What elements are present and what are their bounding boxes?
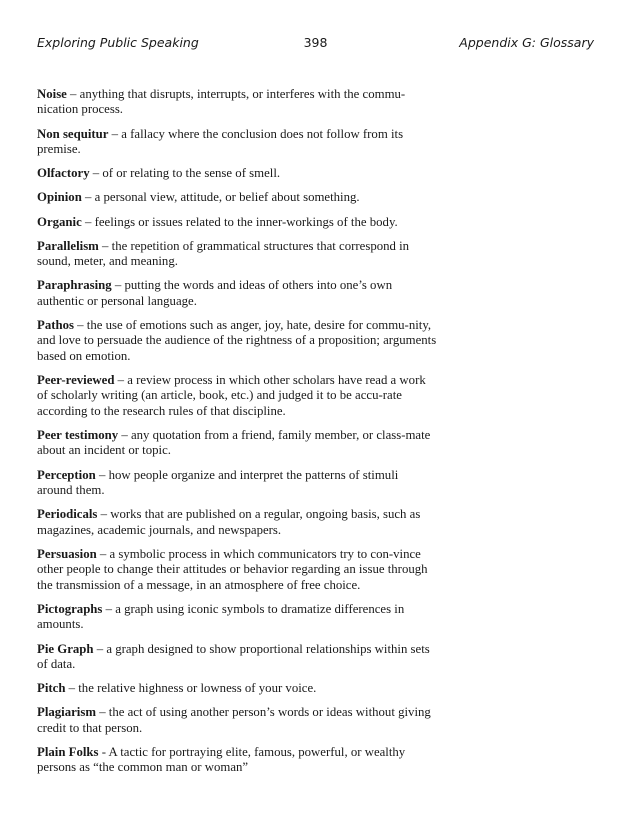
glossary-entry <box>37 547 437 593</box>
glossary-term: Plain Folks <box>37 744 99 759</box>
glossary-term: Perception <box>37 467 96 482</box>
page-number: 398 <box>303 35 328 50</box>
glossary-entry <box>37 602 437 633</box>
glossary-entry <box>37 278 437 309</box>
entry-separator: – <box>73 318 87 333</box>
glossary-entry <box>37 239 437 270</box>
glossary-definition: of or relating to the sense of smell. <box>102 166 281 181</box>
entry-separator: – <box>96 705 109 720</box>
glossary-entry <box>37 745 437 776</box>
entry-separator: – <box>96 546 110 561</box>
glossary-entry <box>37 705 437 736</box>
glossary-definition: a graph designed to show proportional relationships within sets of data. <box>37 641 430 671</box>
glossary-term: Olfactory <box>37 166 90 181</box>
glossary-term: Periodicals <box>37 507 98 522</box>
entry-separator: – <box>118 428 131 443</box>
running-header <box>37 35 594 55</box>
glossary-entry <box>37 190 437 205</box>
glossary-term: Pictographs <box>37 601 103 616</box>
glossary-entry <box>37 373 437 419</box>
glossary-definition: how people organize and interpret the patterns of stimuli around them. <box>37 467 399 498</box>
entry-separator: – <box>81 190 95 205</box>
glossary-term: Non sequitur <box>37 126 109 141</box>
glossary-term: Noise <box>37 87 67 101</box>
glossary-definition: a graph using iconic symbols to dramatize differences in amounts. <box>37 601 405 632</box>
glossary-definition: anything that disrupts, interrupts, or interferes with the commu-nication process. <box>37 87 406 117</box>
glossary-entry <box>37 166 437 181</box>
glossary-definition: works that are published on a regular, ongoing basis, such as magazines, academic journals, and newspapers. <box>37 507 421 537</box>
glossary-term: Paraphrasing <box>37 278 112 293</box>
entry-separator: – <box>97 507 111 522</box>
section-title: Appendix G: Glossary <box>459 35 594 50</box>
glossary-term: Pathos <box>37 318 74 333</box>
glossary-term: Opinion <box>37 190 82 205</box>
glossary-definition: the use of emotions such as anger, joy, hate, desire for commu-nity, and love to persuade the audience of the rightness of a proposition; arguments based on emotion. <box>37 318 437 363</box>
glossary-definition: a fallacy where the conclusion does not follow from its premise. <box>37 126 404 157</box>
glossary-definition: any quotation from a friend, family member, or class-mate about an incident or topic. <box>37 428 431 458</box>
glossary-list <box>37 87 437 785</box>
glossary-term: Peer testimony <box>37 428 119 443</box>
entry-separator: - <box>98 744 109 759</box>
entry-separator: – <box>102 601 116 616</box>
entry-separator: – <box>95 467 109 482</box>
glossary-definition: a symbolic process in which communicators try to con-vince other people to change their attitudes or behavior regarding an issue through the transmission of a message, in an atmosphere of free choice. <box>37 546 428 592</box>
glossary-entry <box>37 642 437 673</box>
entry-separator: – <box>108 126 122 141</box>
entry-separator: – <box>114 373 128 388</box>
glossary-entry <box>37 507 437 538</box>
glossary-definition: feelings or issues related to the inner-workings of the body. <box>94 214 398 229</box>
glossary-definition: the relative highness or lowness of your voice. <box>78 681 317 696</box>
glossary-definition: the act of using another person’s words or ideas without giving credit to that person. <box>37 705 431 735</box>
glossary-entry <box>37 87 437 118</box>
entry-separator: – <box>89 166 103 181</box>
glossary-term: Pitch <box>37 681 66 696</box>
glossary-term: Pie Graph <box>37 641 94 656</box>
glossary-definition: the repetition of grammatical structures that correspond in sound, meter, and meaning. <box>37 238 410 269</box>
glossary-definition: A tactic for portraying elite, famous, powerful, or wealthy persons as “the common man or woman” <box>37 744 406 775</box>
entry-separator: – <box>81 214 95 229</box>
glossary-entry <box>37 428 437 459</box>
glossary-definition: putting the words and ideas of others into one’s own authentic or personal language. <box>37 278 393 308</box>
entry-separator: – <box>65 681 79 696</box>
entry-separator: – <box>93 641 107 656</box>
glossary-definition: a personal view, attitude, or belief about something. <box>94 190 360 205</box>
glossary-term: Peer-reviewed <box>37 373 115 388</box>
entry-separator: – <box>66 87 80 101</box>
glossary-entry <box>37 318 437 364</box>
glossary-entry <box>37 681 437 696</box>
entry-separator: – <box>98 238 112 253</box>
glossary-entry <box>37 468 437 499</box>
glossary-term: Persuasion <box>37 546 97 561</box>
glossary-term: Parallelism <box>37 238 99 253</box>
glossary-entry <box>37 127 437 158</box>
glossary-term: Plagiarism <box>37 705 96 720</box>
glossary-term: Organic <box>37 214 82 229</box>
book-title: Exploring Public Speaking <box>37 35 199 50</box>
glossary-entry <box>37 215 437 230</box>
glossary-definition: a review process in which other scholars have read a work of scholarly writing (an article, book, etc.) and judged it to be accu-rate according to the research rules of that discipline. <box>37 373 426 418</box>
entry-separator: – <box>111 278 125 293</box>
